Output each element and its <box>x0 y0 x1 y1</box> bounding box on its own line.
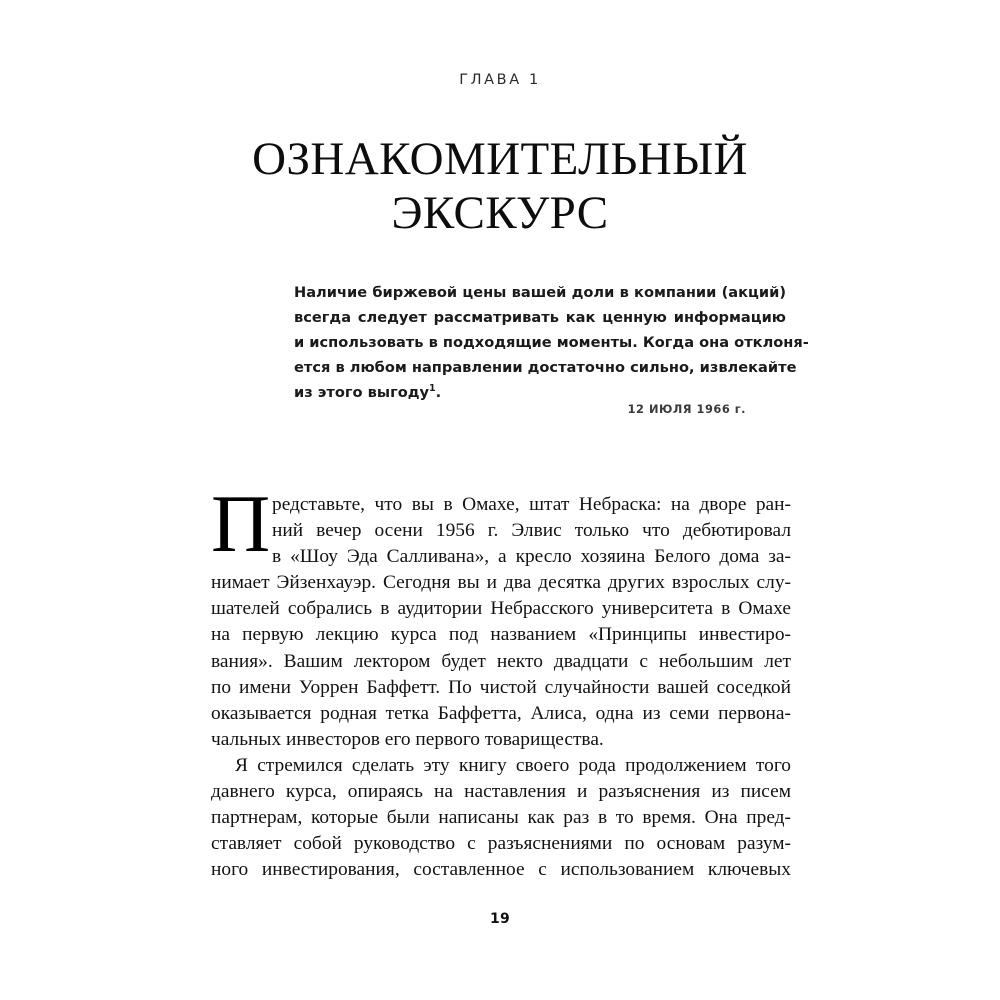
body-line: ний вечер осени 1956 г. Элвис только что дебютировал <box>272 520 791 542</box>
body-line: в «Шоу Эда Салливана», а кресло хозяина Белого дома за- <box>272 546 791 568</box>
paragraph-1 <box>211 492 791 753</box>
body-line: партнерам, которые были написаны как раз в то время. Она пред- <box>211 807 791 829</box>
body-text <box>211 478 791 883</box>
body-line: нимает Эйзенхауэр. Сегодня вы и два десятка других взрослых слу- <box>211 572 791 594</box>
chapter-title-line-2: ЭКСКУРС <box>391 187 609 240</box>
body-line: редставьте, что вы в Омахе, штат Небраска: на дворе ран- <box>272 494 791 515</box>
body-line: ставляет собой руководство с разъяснениями по основам разум- <box>211 833 791 855</box>
body-line: давнего курса, опираясь на наставления и разъяснения из писем <box>211 781 791 803</box>
body-line: ного инвестирования, составленное с использованием ключевых <box>211 859 791 881</box>
chapter-title <box>150 132 850 240</box>
body-line: шателей собрались в аудитории Небрасского университета в Омахе <box>211 598 791 620</box>
epigraph-line-final-tail: . <box>435 384 442 402</box>
body-line: чальных инвесторов его первого товарищества. <box>211 728 604 750</box>
epigraph-line: ется в любом направлении достаточно сильно, извлекайте <box>294 359 797 377</box>
epigraph-line: и использовать в подходящие моменты. Когда она отклоня- <box>294 334 809 351</box>
chapter-title-line-1: ОЗНАКОМИТЕЛЬНЫЙ <box>252 133 748 186</box>
chapter-label: ГЛАВА 1 <box>459 72 541 88</box>
body-line: по имени Уоррен Баффетт. По чистой случайности вашей соседкой <box>211 676 791 698</box>
body-line: Я стремился сделать эту книгу своего рода продолжением того <box>235 754 791 776</box>
body-line: оказывается родная тетка Баффетта, Алиса, одна из семи первона- <box>211 702 791 724</box>
epigraph-source-date: 12 ИЮЛЯ 1966 г. <box>627 402 746 416</box>
drop-cap: П <box>211 478 271 569</box>
epigraph-line: Наличие биржевой цены вашей доли в компании (акций) <box>294 283 786 301</box>
paragraph-2 <box>211 753 791 883</box>
page-number: 19 <box>489 911 511 927</box>
epigraph-line-final-text: из этого выгоду <box>294 384 430 402</box>
epigraph <box>294 280 809 406</box>
body-line: вания». Вашим лектором будет некто двадцати с небольшим лет <box>211 650 791 672</box>
body-line: на первую лекцию курса под названием «Принципы инвестиро- <box>211 624 791 646</box>
footnote-marker: 1 <box>429 383 436 395</box>
epigraph-line: всегда следует рассматривать как ценную информацию <box>294 308 786 326</box>
